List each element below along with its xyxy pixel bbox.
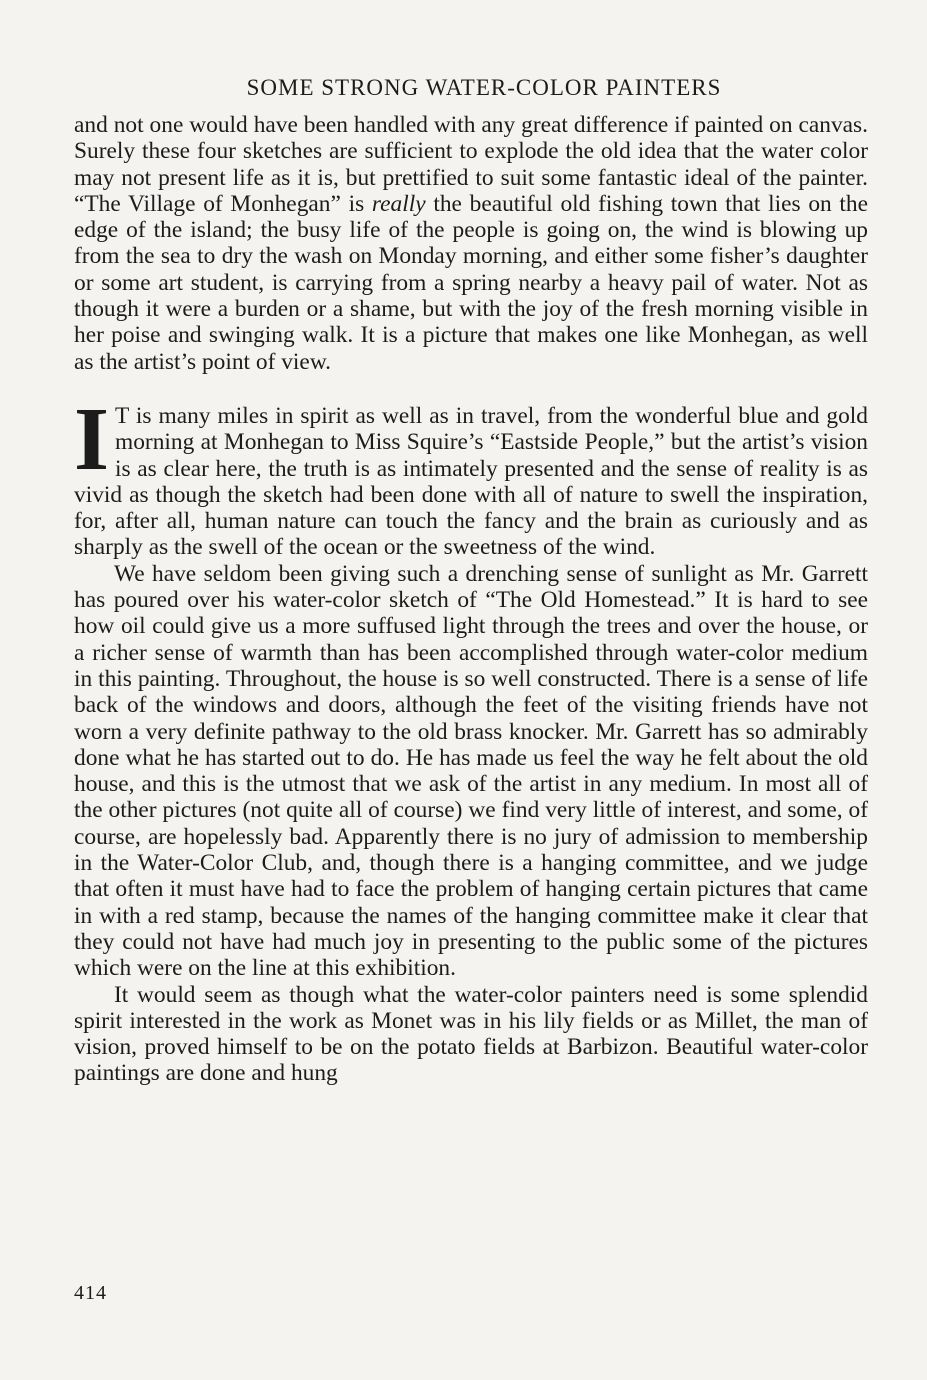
paragraph-1	[74, 112, 868, 375]
paragraph-4: It would seem as though what the water-color painters need is some splendid spirit interested in the work as Monet was in his lily fields or as Millet, the man of vision, proved himself to be on the potato fields at Barbizon. Beautiful water-color paintings are done and hung	[74, 981, 868, 1087]
drop-cap: I	[74, 389, 110, 489]
paragraph-2-text: T is many miles in spirit as well as in travel, from the wonderful blue and gold morning at Monhegan to Miss Squire’s “Eastside People,” but the artist’s vision is as clear here, the truth is as intimately presented and the sense of reality is as vivid as though the sketch had been done with all of nature to swell the inspiration, for, after all, human nature can touch the fancy and the brain as curiously and as sharply as the swell of the ocean or the sweetness of the wind.	[74, 402, 868, 561]
paragraph-1-text-b: the beautiful old fishing town that lies on the edge of the island; the busy life of the people is going on, the wind is blowing up from the sea to dry the wash on Monday morning, and either some fisher’s daughter or some art student, is carrying from a spring nearby a heavy pail of water. Not as though it were a burden or a shame, but with the joy of the fresh morning visible in her poise and swinging walk. It is a picture that makes one like Monhegan, as well as the artist’s point of view.	[74, 190, 869, 375]
running-head: SOME STRONG WATER-COLOR PAINTERS	[246, 75, 722, 100]
paragraph-3: We have seldom been giving such a drenching sense of sunlight as Mr. Garrett has poured over his water-color sketch of “The Old Homestead.” It is hard to see how oil could give us a more suffused light through the trees and over the house, or a richer sense of warmth than has been accomplished through water-color medium in this painting. Throughout, the house is so well constructed. There is a sense of life back of the windows and doors, although the feet of the visiting friends have not worn a very definite pathway to the old brass knocker. Mr. Garrett has so admirably done what he has started out to do. He has made us feel the way he felt about the old house, and this is the utmost that we ask of the artist in any medium. In most all of the other pictures (not quite all of course) we find very little of interest, and some, of course, are hopelessly bad. Apparently there is no jury of admission to membership in the Water-Color Club, and, though there is a hanging committee, and we judge that often it must have had to face the problem of hanging certain pictures that came in with a red stamp, because the names of the hanging committee make it clear that they could not have had much joy in presenting to the public some of the pictures which were on the line at this exhibition.	[74, 560, 868, 982]
paragraph-1-emphasis: really	[371, 190, 426, 217]
paragraph-1-text-a: and not one would have been handled with any great difference if painted on canvas. Surely these four sketches are sufficient to explode the old idea that the water color may not present life as it is, but prettified to suit some fantastic ideal of the painter. “The Village of Monhegan” is	[74, 112, 868, 217]
paragraph-2	[74, 389, 868, 561]
page-body	[74, 70, 868, 1087]
page-number: 414	[74, 1282, 107, 1304]
